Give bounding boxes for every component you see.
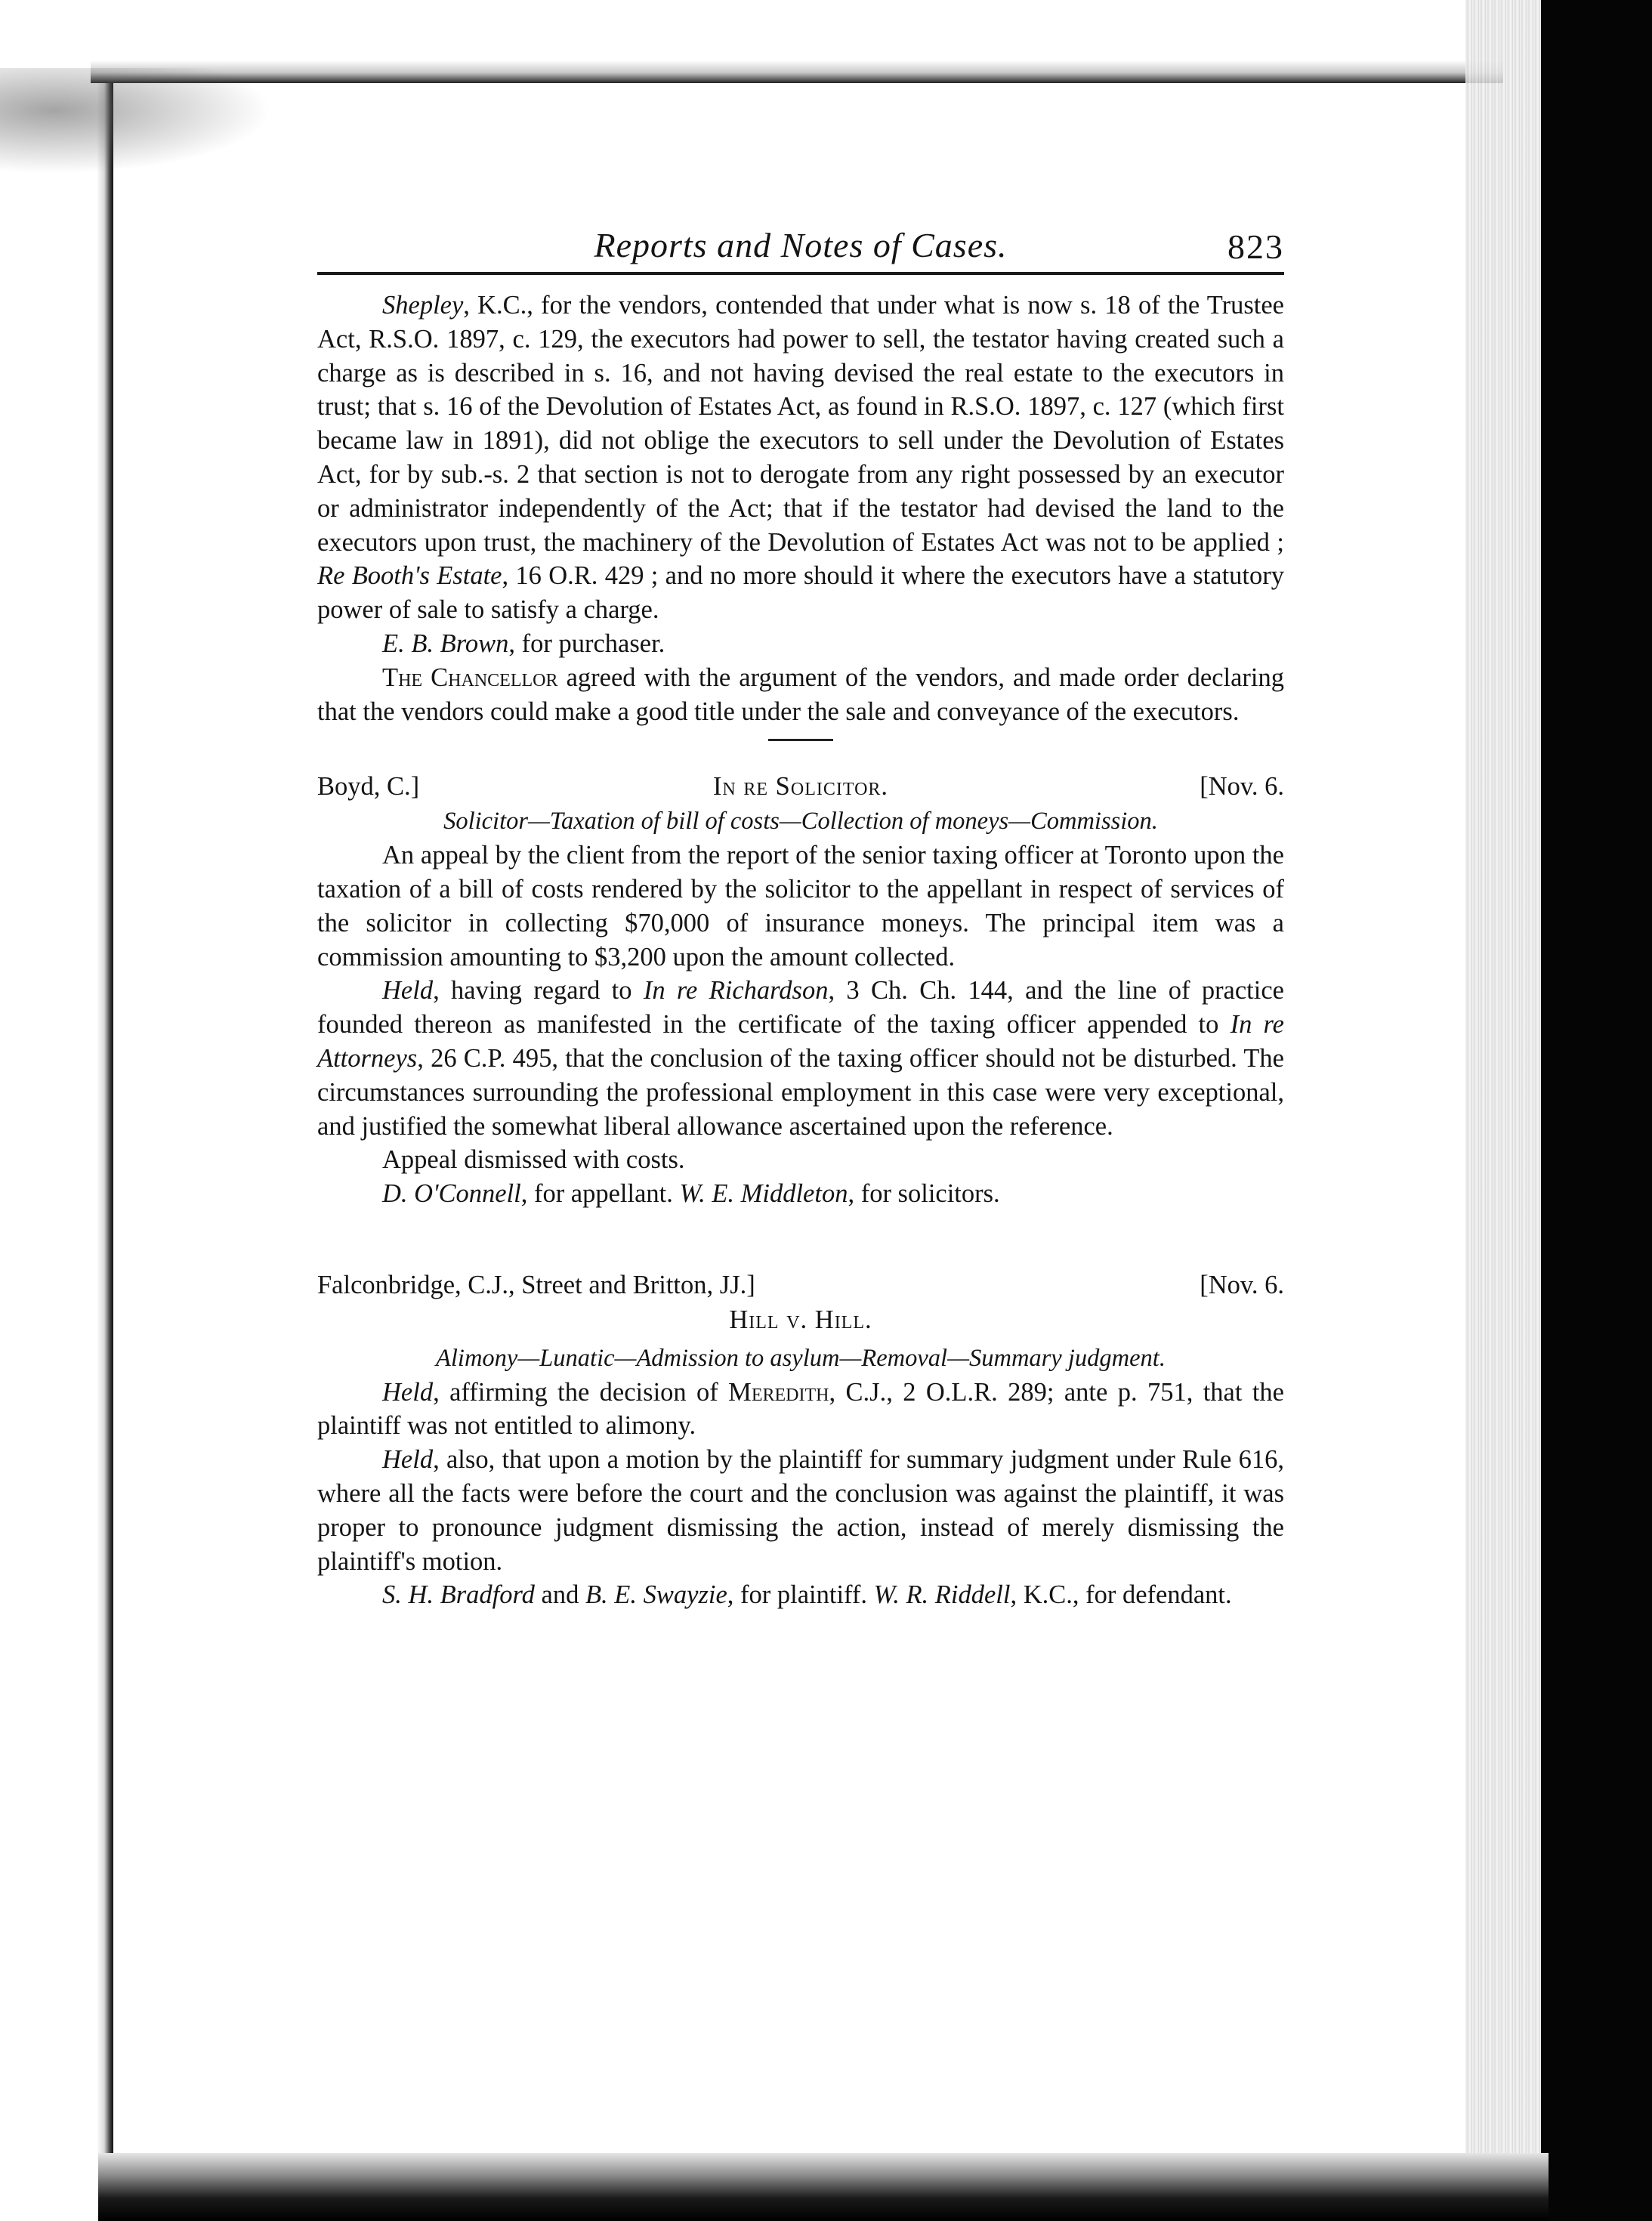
counsel-role: , for purchaser. <box>508 629 665 658</box>
held-text: , having regard to <box>433 976 644 1005</box>
judgment-text: agreed with the argument of the vendors, and made order declaring that the vendors could make a good title under the sale and conveyance of the executors. <box>317 663 1284 726</box>
cited-case: Re Booth's Estate <box>317 561 502 591</box>
scan-smudge <box>0 68 272 174</box>
counsel-name: W. R. Riddell <box>873 1580 1011 1610</box>
held-text: , also, that upon a motion by the plaintiff for summary judgment under Rule 616, where all the facts were before the court and the conclusion was against the plaintiff, it was proper to pronounce judgment dismissing the action, instead of merely dismissing the plaintiff's motion. <box>317 1445 1284 1576</box>
case1-judgment <box>317 661 1284 729</box>
case2-facts: An appeal by the client from the report of the senior taxing officer at Toronto upon the taxation of a bill of costs rendered by the solicitor to the appellant in respect of services of the solicitor in collecting $70,000 of insurance moneys. The principal item was a commission amounting to $3,200 upon the amount collected. <box>317 841 1284 971</box>
counsel-name: Shepley <box>382 291 464 320</box>
counsel-name: B. E. Swayzie <box>585 1580 727 1610</box>
case2-held <box>317 974 1284 1143</box>
case-judge: Boyd, C.] <box>317 772 420 802</box>
counsel-name: S. H. Bradford <box>382 1580 535 1610</box>
case-judges: Falconbridge, C.J., Street and Britton, JJ.] <box>317 1270 755 1299</box>
page-number: 823 <box>1227 227 1284 266</box>
argument-text-after: , 16 O.R. 429 ; and no more should it where the executors have a statutory power of sale to satisfy a charge. <box>317 561 1284 625</box>
scan-right-border <box>1541 0 1652 2221</box>
counsel-name: E. B. Brown <box>382 629 509 658</box>
cited-case: In re Richardson <box>643 976 829 1005</box>
case3-held-1 <box>317 1376 1284 1444</box>
running-title: Reports and Notes of Cases. <box>594 226 1008 264</box>
scan-bottom-border <box>98 2153 1549 2221</box>
cited-case: In re Attorneys <box>317 1010 1284 1073</box>
section-divider <box>768 739 833 741</box>
held-text: , C.J., 2 O.L.R. 289; ante p. 751, that the plaintiff was not entitled to alimony. <box>317 1377 1284 1441</box>
counsel-role: , for appellant. <box>520 1179 680 1209</box>
case-name: In re Solicitor. <box>712 772 889 802</box>
section-gap <box>317 1211 1284 1268</box>
held-text: , 26 C.P. 495, that the conclusion of the taxing officer should not be disturbed. The circumstances surrounding the professional employment in this case were very exceptional, and justified the somewhat liberal allowance ascertained upon the reference. <box>317 1043 1284 1141</box>
held-word: Held <box>382 976 434 1005</box>
scan-top-border <box>91 0 1503 83</box>
counsel-name: W. E. Middleton <box>679 1179 848 1209</box>
judge-name: Meredith <box>728 1377 829 1407</box>
case2-headnote: Solicitor—Taxation of bill of costs—Collection of moneys—Commission. <box>443 808 1158 836</box>
case2-result: Appeal dismissed with costs. <box>382 1145 685 1175</box>
scan-right-shadow <box>1465 0 1541 2221</box>
case3-counsel <box>317 1578 1284 1612</box>
case3-held-2 <box>317 1443 1284 1578</box>
counsel-name: D. O'Connell <box>382 1179 521 1209</box>
counsel-role: , for plaintiff. <box>727 1580 874 1610</box>
scan-left-border <box>0 0 113 2221</box>
running-head <box>317 212 1284 275</box>
argument-text: , K.C., for the vendors, contended that under what is now s. 18 of the Trustee Act, R.S.O. 1897, c. 129, the executors had power to sell, the testator having created such a charge as is described in s. 16, and not having devised the real estate to the executors in trust; that s. 16 of the Devolution of Estates Act, as found in R.S.O. 1897, c. 127 (which first became law in 1891), did not oblige the executors to sell under the Devolution of Estates Act, for by sub.-s. 2 that section is not to derogate from any right possessed by an executor or administrator independently of the Act; that if the testator had devised the land to the executors upon trust, the machinery of the Devolution of Estates Act was not to be applied ; <box>317 291 1284 557</box>
case2-counsel <box>317 1177 1284 1211</box>
case3-name: Hill v. Hill. <box>729 1305 872 1334</box>
case-date: [Nov. 6. <box>1200 772 1284 802</box>
counsel-role: , for solicitors. <box>848 1179 1000 1209</box>
counsel-role: , K.C., for defendant. <box>1010 1580 1232 1610</box>
case1-argument <box>317 289 1284 627</box>
judge-name: The Chancellor <box>382 663 558 692</box>
case2-header <box>317 770 1284 805</box>
held-text: , affirming the decision of <box>433 1377 729 1407</box>
document-page <box>317 212 1284 1612</box>
held-text: , 3 Ch. Ch. 144, and the line of practice founded thereon as manifested in the certificate of the taxing officer appended to <box>317 976 1284 1039</box>
case-date: [Nov. 6. <box>1200 1270 1284 1299</box>
held-word: Held <box>382 1445 434 1475</box>
case1-purchaser-counsel <box>317 627 1284 661</box>
case3-header <box>317 1268 1284 1303</box>
case3-headnote: Alimony—Lunatic—Admission to asylum—Removal—Summary judgment. <box>436 1344 1166 1372</box>
held-word: Held <box>382 1377 434 1407</box>
counsel-conjunction: and <box>534 1580 585 1610</box>
